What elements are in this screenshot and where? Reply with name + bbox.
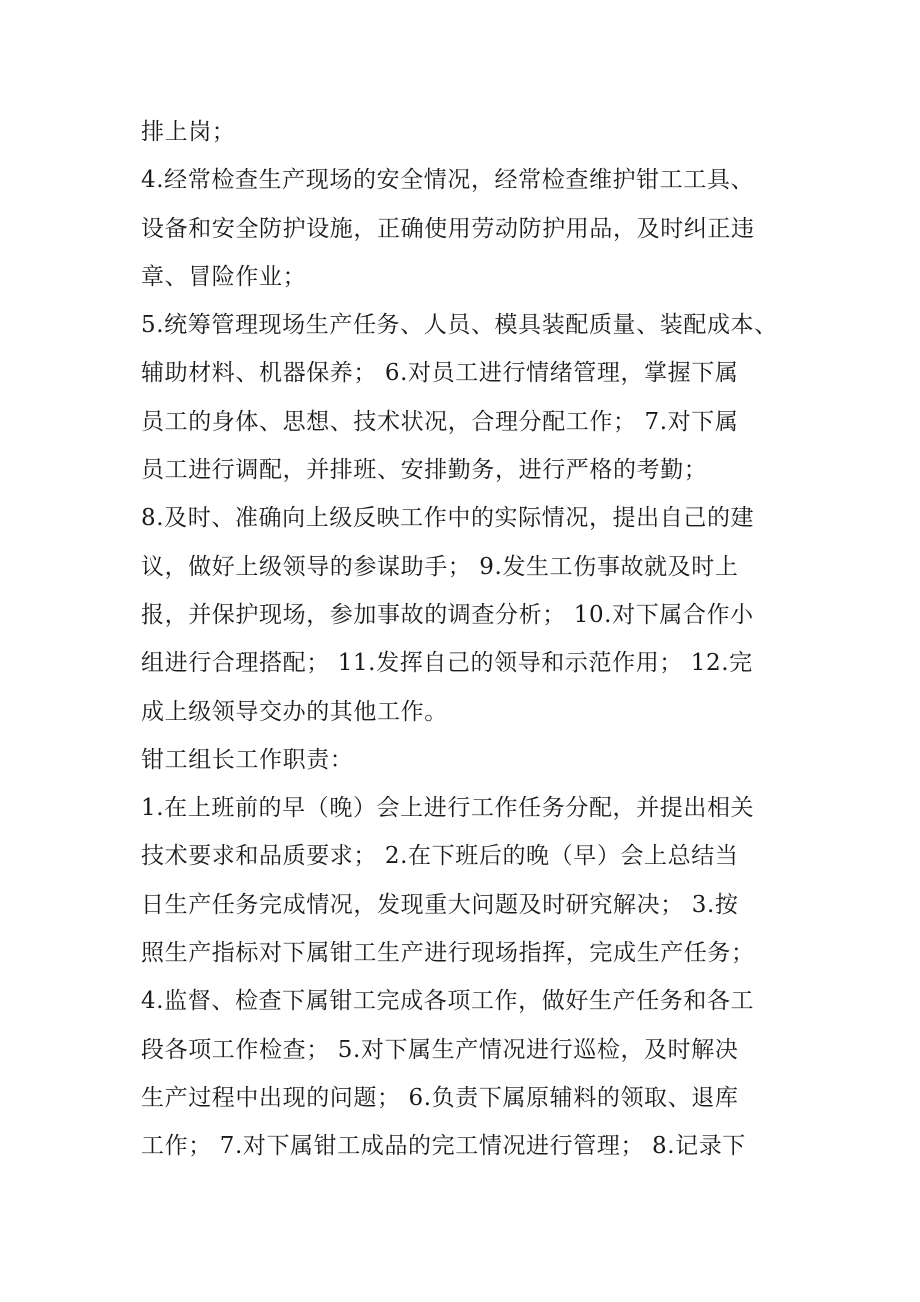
text-line: 员工的身体、思想、技术状况，合理分配工作； 7.对下属 xyxy=(141,408,739,435)
text-line: 成上级领导交办的其他工作。 xyxy=(141,698,448,725)
text-line: 技术要求和品质要求； 2.在下班后的晚（早）会上总结当 xyxy=(141,843,739,870)
text-line: 生产过程中出现的问题； 6.负责下属原辅料的领取、退库 xyxy=(141,1084,739,1111)
text-line: 照生产指标对下属钳工生产进行现场指挥，完成生产任务； xyxy=(141,940,755,967)
text-line: 5.统筹管理现场生产任务、人员、模具装配质量、装配成本、 xyxy=(141,312,778,339)
text-line: 报，并保护现场，参加事故的调查分析； 10.对下属合作小 xyxy=(141,601,754,628)
text-line: 组进行合理搭配； 11.发挥自己的领导和示范作用； 12.完 xyxy=(141,650,753,677)
text-line: 日生产任务完成情况，发现重大问题及时研究解决； 3.按 xyxy=(141,891,739,918)
text-line: 议，做好上级领导的参谋助手； 9.发生工伤事故就及时上 xyxy=(141,553,739,580)
body-text xyxy=(141,108,801,1171)
text-line: 4.经常检查生产现场的安全情况，经常检查维护钳工工具、 xyxy=(141,167,755,194)
text-line: 段各项工作检查； 5.对下属生产情况进行巡检，及时解决 xyxy=(141,1036,739,1063)
text-line: 员工进行调配，并排班、安排勤务，进行严格的考勤； xyxy=(141,457,708,484)
text-line: 1.在上班前的早（晚）会上进行工作任务分配，并提出相关 xyxy=(141,795,755,822)
text-line: 设备和安全防护设施，正确使用劳动防护用品，及时纠正违 xyxy=(141,215,755,242)
section-heading: 钳工组长工作职责： xyxy=(141,746,354,773)
text-line: 工作； 7.对下属钳工成品的完工情况进行管理； 8.记录下 xyxy=(141,1133,746,1160)
text-line: 排上岗； xyxy=(141,119,236,145)
text-line: 章、冒险作业； xyxy=(141,263,307,290)
text-line: 4.监督、检查下属钳工完成各项工作，做好生产任务和各工 xyxy=(141,988,755,1015)
text-line: 辅助材料、机器保养； 6.对员工进行情绪管理，掌握下属 xyxy=(141,360,739,387)
text-line: 8.及时、准确向上级反映工作中的实际情况，提出自己的建 xyxy=(141,505,755,532)
